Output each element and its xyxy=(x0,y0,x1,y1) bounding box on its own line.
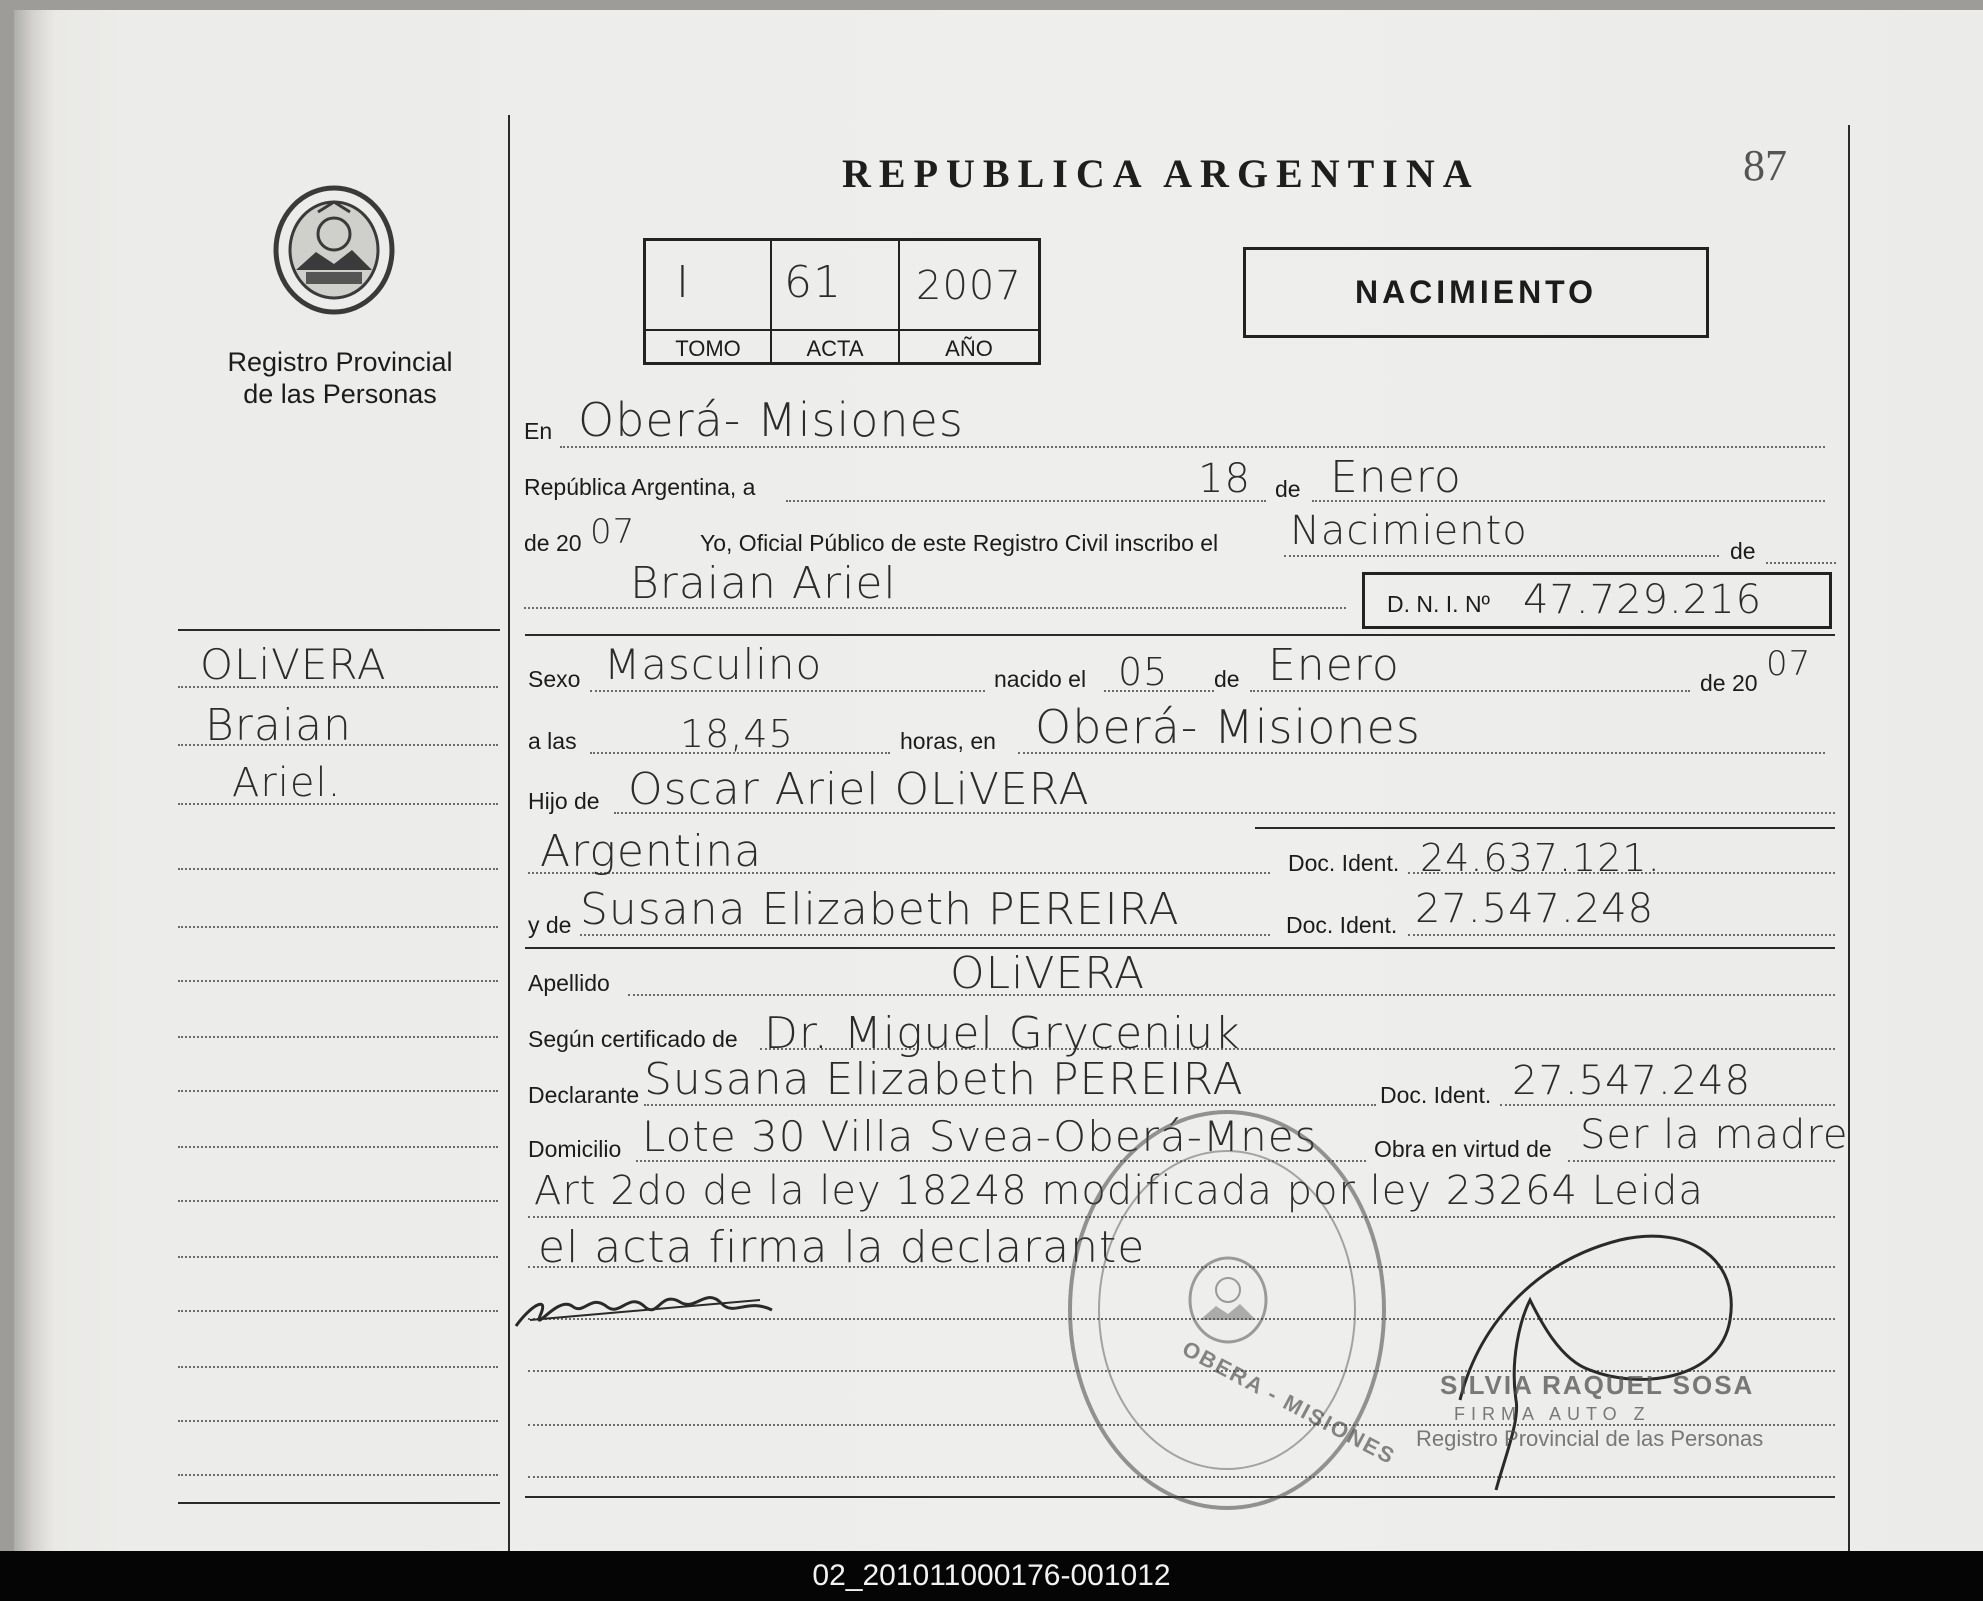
mes-nacimiento-value: Enero xyxy=(1268,640,1400,691)
lugar-value: Oberá- Misiones xyxy=(578,393,964,447)
stamp-emblem-icon xyxy=(1178,1250,1278,1350)
label-segun-certificado: Según certificado de xyxy=(528,1026,738,1052)
nota-linea2: el acta firma la declarante xyxy=(538,1222,1146,1273)
dotted-line xyxy=(178,1256,498,1258)
label-republica: República Argentina, a xyxy=(524,474,756,500)
label-en: En xyxy=(524,418,553,444)
dotted-line xyxy=(178,1474,498,1476)
label-de-2: de xyxy=(1730,538,1756,564)
label-declarante: Declarante xyxy=(528,1082,640,1108)
anio-label: AÑO xyxy=(900,329,1038,365)
label-doc-ident-3: Doc. Ident. xyxy=(1380,1082,1492,1108)
dotted-line xyxy=(628,994,1835,996)
label-y-de: y de xyxy=(528,912,572,938)
dotted-line xyxy=(178,1036,498,1038)
madre-value: Susana Elizabeth PEREIRA xyxy=(580,884,1180,935)
label-de-20-2: de 20 xyxy=(1700,670,1758,696)
dni-box xyxy=(1362,572,1832,629)
dotted-line xyxy=(178,926,498,928)
official-registry-stamp: Registro Provincial de las Personas xyxy=(1416,1426,1764,1451)
registry-name-line1: Registro Provincial xyxy=(227,347,453,377)
label-hijo-de: Hijo de xyxy=(528,788,600,814)
dotted-line xyxy=(178,868,498,870)
right-border-line xyxy=(1848,125,1850,1551)
label-dni: D. N. I. Nº xyxy=(1387,591,1490,617)
dotted-line xyxy=(1408,934,1835,936)
dotted-line xyxy=(178,803,498,805)
medico-value: Dr. Miguel Gryceniuk xyxy=(764,1008,1241,1059)
margin-bottom-rule xyxy=(178,1502,500,1504)
round-stamp-city: OBERA - MISIONES xyxy=(1178,1335,1400,1470)
dotted-line xyxy=(178,744,498,746)
dotted-line xyxy=(178,1146,498,1148)
dotted-line xyxy=(1766,562,1836,564)
sexo-value: Masculino xyxy=(604,640,823,689)
anio-nacimiento-value: 07 xyxy=(1766,644,1812,684)
dotted-line xyxy=(178,686,498,688)
dotted-line xyxy=(178,1310,498,1312)
lugar-nacimiento-value: Oberá- Misiones xyxy=(1035,700,1421,754)
binding-shadow xyxy=(14,10,54,1551)
nombre-value: Braian Ariel xyxy=(630,558,897,609)
obra-en-virtud-value: Ser la madre xyxy=(1580,1112,1849,1158)
doc-declarante-value: 27.547.248 xyxy=(1512,1058,1752,1104)
acta-cell xyxy=(772,241,900,329)
official-role-stamp: FIRMA AUTO Z xyxy=(1454,1404,1651,1424)
margin-name2: Ariel. xyxy=(232,760,342,806)
registry-seal-icon xyxy=(266,172,402,322)
margin-name1: Braian xyxy=(205,700,352,751)
dotted-line xyxy=(1568,1160,1835,1162)
dia-inscripcion-value: 18 xyxy=(1198,456,1251,502)
tomo-value: I xyxy=(676,257,690,308)
label-de-3: de xyxy=(1214,666,1240,692)
label-doc-ident-2: Doc. Ident. xyxy=(1286,912,1398,938)
margin-top-rule xyxy=(178,629,500,631)
label-de: de xyxy=(1275,476,1301,502)
label-horas-en: horas, en xyxy=(900,728,996,754)
dotted-line xyxy=(786,500,1266,502)
acta-label: ACTA xyxy=(772,329,900,365)
hora-value: 18,45 xyxy=(680,712,794,756)
registry-name-line2: de las Personas xyxy=(243,379,437,409)
record-type-box: NACIMIENTO xyxy=(1243,247,1709,338)
doc-madre-value: 27.547.248 xyxy=(1415,886,1655,932)
image-caption: 02_201011000176-001012 xyxy=(0,1551,1983,1601)
padre-value: Oscar Ariel OLiVERA xyxy=(628,764,1090,815)
official-signature xyxy=(1440,1200,1760,1500)
label-apellido: Apellido xyxy=(528,970,610,996)
anio-cell xyxy=(900,241,1041,329)
tomo-label: TOMO xyxy=(646,329,772,365)
doc-padre-value: 24.637.121. xyxy=(1420,836,1661,880)
label-de-20: de 20 xyxy=(524,530,582,556)
body-rule-1 xyxy=(525,634,1835,636)
nacionalidad-value: Argentina xyxy=(540,826,763,877)
declarant-signature xyxy=(510,1276,780,1338)
apellido-value: OLiVERA xyxy=(950,948,1146,999)
margin-surname: OLiVERA xyxy=(200,640,387,689)
dotted-line xyxy=(178,1366,498,1368)
dotted-line xyxy=(178,1090,498,1092)
label-sexo: Sexo xyxy=(528,666,581,692)
dotted-line xyxy=(1284,555,1719,557)
label-a-las: a las xyxy=(528,728,577,754)
official-name-stamp: SILVIA RAQUEL SOSA xyxy=(1440,1370,1755,1400)
anio-value: 2007 xyxy=(916,263,1022,309)
declarante-value: Susana Elizabeth PEREIRA xyxy=(644,1054,1244,1105)
mes-inscripcion-value: Enero xyxy=(1330,452,1462,503)
domicilio-value: Lote 30 Villa Svea-Oberá-Mnes xyxy=(642,1112,1318,1161)
label-doc-ident: Doc. Ident. xyxy=(1288,850,1400,876)
document-title: REPUBLICA ARGENTINA xyxy=(842,151,1480,196)
dni-value: 47.729.216 xyxy=(1523,577,1763,623)
acta-value: 61 xyxy=(784,257,842,308)
page-number: 87 xyxy=(1743,141,1787,190)
body-rule-3 xyxy=(525,947,1835,949)
label-obra-en-virtud: Obra en virtud de xyxy=(1374,1136,1552,1162)
anio-inscripcion-value: 07 xyxy=(590,512,636,552)
acto-value: Nacimiento xyxy=(1290,508,1528,554)
label-nacido-el: nacido el xyxy=(994,666,1087,692)
tomo-cell xyxy=(646,241,772,329)
dotted-line xyxy=(178,980,498,982)
nota-linea1: Art 2do de la ley 18248 modificada por ley 23264 Leida xyxy=(534,1168,1704,1214)
body-rule-2 xyxy=(1255,827,1835,829)
registry-name xyxy=(205,346,475,410)
label-domicilio: Domicilio xyxy=(528,1136,622,1162)
book-reference-table xyxy=(643,238,1041,365)
dotted-line xyxy=(590,690,985,692)
dotted-line xyxy=(178,1420,498,1422)
dotted-line xyxy=(178,1200,498,1202)
label-yo-oficial: Yo, Oficial Público de este Registro Civil inscribo el xyxy=(700,530,1219,556)
dia-nacimiento-value: 05 xyxy=(1118,650,1169,694)
dotted-line xyxy=(1500,1104,1835,1106)
